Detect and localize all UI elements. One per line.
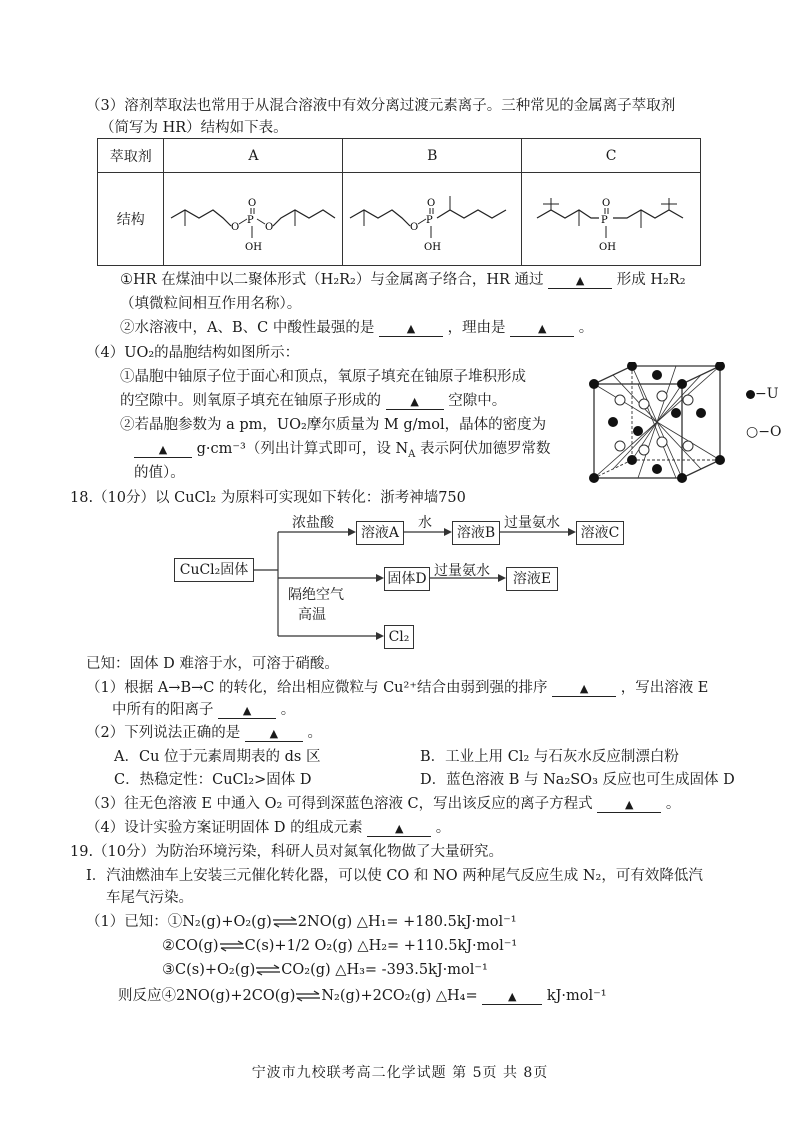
q17-part4-text-a: 的空隙中。则氧原子填充在铀原子形成的 <box>120 393 381 409</box>
table-row-label: 结构 <box>98 173 164 266</box>
q19-i-line2: 车尾气污染。 <box>106 890 193 906</box>
extractant-table <box>97 138 701 266</box>
structure-c-drawing <box>523 174 699 264</box>
structure-a-drawing <box>165 174 341 264</box>
q18-part4-line <box>86 818 450 838</box>
q19-eq4-unit: kJ·mol⁻¹ <box>546 988 607 1004</box>
q18-part3-text-b: 。 <box>665 796 681 812</box>
q19-eq3-left: ③C(s)+O₂(g) <box>162 962 256 978</box>
uo2-unit-cell-figure <box>588 362 728 484</box>
equilibrium-arrow-icon <box>272 916 298 928</box>
q18-part1-line1 <box>86 678 708 698</box>
label-water: 水 <box>418 515 432 531</box>
table-col-b: B <box>343 139 522 173</box>
answer-blank-2[interactable]: ▲ <box>379 322 443 337</box>
box-solution-a: 溶液A <box>356 521 404 545</box>
q17-part4-line4 <box>134 439 550 465</box>
box-solid-d: 固体D <box>384 567 430 591</box>
atom-oh: OH <box>599 242 616 253</box>
atom-o-top: O <box>602 198 611 209</box>
q17-sub2-line <box>120 318 593 338</box>
table-header-label: 萃取剂 <box>98 139 164 173</box>
legend-o: ○−O <box>746 424 782 440</box>
q19-eq3-right: CO₂(g) △H₃= -393.5kJ·mol⁻¹ <box>281 962 488 978</box>
table-col-c: C <box>522 139 701 173</box>
q19-eq1 <box>86 912 517 932</box>
q17-part4-line2 <box>120 391 506 411</box>
box-cl2: Cl₂ <box>384 625 414 649</box>
q19-eq4-right: N₂(g)+2CO₂(g) △H₄= <box>321 988 478 1004</box>
q18-option-c[interactable]: C．热稳定性：CuCl₂>固体 D <box>114 772 312 788</box>
q18-part2-text-b: 。 <box>307 725 322 741</box>
q17-part4-text-b: 空隙中。 <box>448 393 507 409</box>
structure-b-drawing <box>344 174 520 264</box>
q18-option-a[interactable]: A．Cu 位于元素周期表的 ds 区 <box>114 749 321 765</box>
q18-title: 18.（10分）以 CuCl₂ 为原料可实现如下转化：浙考神墙750 <box>70 490 466 506</box>
equilibrium-arrow-icon <box>255 964 281 976</box>
atom-o-top: O <box>427 198 436 209</box>
q17-part3-line1: （3）溶剂萃取法也常用于从混合溶液中有效分离过渡元素离子。三种常见的金属离子萃取剂 <box>86 98 676 114</box>
answer-blank-7[interactable]: ▲ <box>218 704 276 719</box>
answer-blank-9[interactable]: ▲ <box>597 798 661 813</box>
q19-eq1-left: （1）已知：①N₂(g)+O₂(g) <box>86 914 272 930</box>
answer-blank-1[interactable]: ▲ <box>548 274 612 289</box>
answer-blank-8[interactable]: ▲ <box>245 727 303 742</box>
q19-eq4 <box>118 986 607 1006</box>
atom-p: P <box>247 215 255 226</box>
answer-blank-6[interactable]: ▲ <box>552 682 616 697</box>
q19-eq1-right: 2NO(g) △H₁= +180.5kJ·mol⁻¹ <box>297 914 517 930</box>
q19-i-line1: I．汽油燃油车上安装三元催化转化器，可以使 CO 和 NO 两种尾气反应生成 N₂，可有效降低汽 <box>86 868 703 884</box>
structure-b <box>343 173 522 266</box>
q19-title: 19.（10分）为防治环境污染，科研人员对氮氧化物做了大量研究。 <box>70 844 504 860</box>
q18-part2-text-a: （2）下列说法正确的是 <box>86 725 241 741</box>
q18-part1-text-a: （1）根据 A→B→C 的转化，给出相应微粒与 Cu²⁺结合由弱到强的排序 <box>86 680 548 696</box>
box-cucl2-solid: CuCl₂固体 <box>174 558 254 582</box>
q19-eq4-left: 则反应④2NO(g)+2CO(g) <box>118 988 296 1004</box>
q19-eq3 <box>162 960 488 980</box>
label-high-temp: 高温 <box>298 607 326 623</box>
box-solution-b: 溶液B <box>452 521 500 545</box>
q18-known: 已知：固体 D 难溶于水，可溶于硝酸。 <box>86 656 339 672</box>
q18-part2-line <box>86 723 322 743</box>
q17-part4-line5: 的值）。 <box>134 465 185 481</box>
structure-a <box>164 173 343 266</box>
atom-o-1: O <box>410 222 419 233</box>
q17-part4-line1: ①晶胞中铀原子位于面心和顶点，氧原子填充在铀原子堆积形成 <box>120 369 526 385</box>
q17-part3-line2: （简写为 HR）结构如下表。 <box>100 120 288 136</box>
q19-eq2-right: C(s)+1/2 O₂(g) △H₂= +110.5kJ·mol⁻¹ <box>244 938 518 954</box>
q18-option-b[interactable]: B．工业上用 Cl₂ 与石灰水反应制漂白粉 <box>420 749 679 765</box>
q17-sub2-text-c: 。 <box>578 320 594 336</box>
q18-part3-line <box>86 794 680 814</box>
legend-u <box>746 386 779 402</box>
q17-sub1-line1 <box>120 270 686 290</box>
answer-blank-4[interactable]: ▲ <box>386 395 444 410</box>
structure-c <box>522 173 701 266</box>
q17-part4-line3: ②若晶胞参数为 a pm，UO₂摩尔质量为 M g/mol，晶体的密度为 <box>120 417 547 433</box>
atom-oh: OH <box>245 242 263 253</box>
page-footer: 宁波市九校联考高二化学试题 第 5页 共 8页 <box>251 1065 549 1081</box>
q17-part4-text-c: g·cm⁻³（列出计算式即可，设 N <box>196 441 409 457</box>
atom-p: P <box>601 215 608 226</box>
atom-o-1: O <box>231 222 240 233</box>
atom-o-2: O <box>265 222 274 233</box>
answer-blank-11[interactable]: ▲ <box>482 990 542 1005</box>
q18-option-d[interactable]: D．蓝色溶液 B 与 Na₂SO₃ 反应也可生成固体 D <box>420 772 735 788</box>
label-conc-hcl: 浓盐酸 <box>292 515 334 531</box>
q17-sub1-text-a: ①HR 在煤油中以二聚体形式（H₂R₂）与金属离子络合，HR 通过 <box>120 272 544 288</box>
atom-p: P <box>426 215 433 226</box>
q17-sub1-text-b: 形成 H₂R₂ <box>616 272 686 288</box>
label-isolate-air: 隔绝空气 <box>288 587 344 603</box>
q18-part4-text-b: 。 <box>435 820 451 836</box>
atom-o-top: O <box>248 198 257 209</box>
q18-part1-text-c: 中所有的阳离子 <box>112 702 214 718</box>
label-excess-ammonia-1: 过量氨水 <box>504 515 560 531</box>
q18-part1-text-d: 。 <box>280 702 296 718</box>
q17-part4-text-d: 表示阿伏加德罗常数 <box>415 441 551 457</box>
label-excess-ammonia-2: 过量氨水 <box>434 563 490 579</box>
legend-u-dot <box>746 390 755 399</box>
legend-u-label: −U <box>755 386 779 402</box>
atom-oh: OH <box>424 242 442 253</box>
equilibrium-arrow-icon <box>219 940 245 952</box>
box-solution-e: 溶液E <box>506 567 558 591</box>
box-solution-c: 溶液C <box>576 521 624 545</box>
q18-part1-line2 <box>112 700 295 720</box>
q17-sub2-text-b: ，理由是 <box>447 320 506 336</box>
q18-part4-text-a: （4）设计实验方案证明固体 D 的组成元素 <box>86 820 363 836</box>
q17-sub1-line2: （填微粒间相互作用名称）。 <box>120 296 302 312</box>
answer-blank-3[interactable]: ▲ <box>510 322 574 337</box>
answer-blank-5[interactable]: ▲ <box>134 443 192 458</box>
q19-eq2-left: ②CO(g) <box>162 938 219 954</box>
q17-part4-sub-a: A <box>408 448 416 460</box>
q19-eq2 <box>162 936 517 956</box>
q17-part4-title: （4）UO₂的晶胞结构如图所示： <box>86 345 300 361</box>
q18-part1-text-b: ，写出溶液 E <box>620 680 709 696</box>
equilibrium-arrow-icon <box>295 990 321 1002</box>
answer-blank-10[interactable]: ▲ <box>367 822 431 837</box>
q18-part3-text-a: （3）往无色溶液 E 中通入 O₂ 可得到深蓝色溶液 C，写出该反应的离子方程式 <box>86 796 593 812</box>
q17-sub2-text-a: ②水溶液中，A、B、C 中酸性最强的是 <box>120 320 375 336</box>
table-col-a: A <box>164 139 343 173</box>
